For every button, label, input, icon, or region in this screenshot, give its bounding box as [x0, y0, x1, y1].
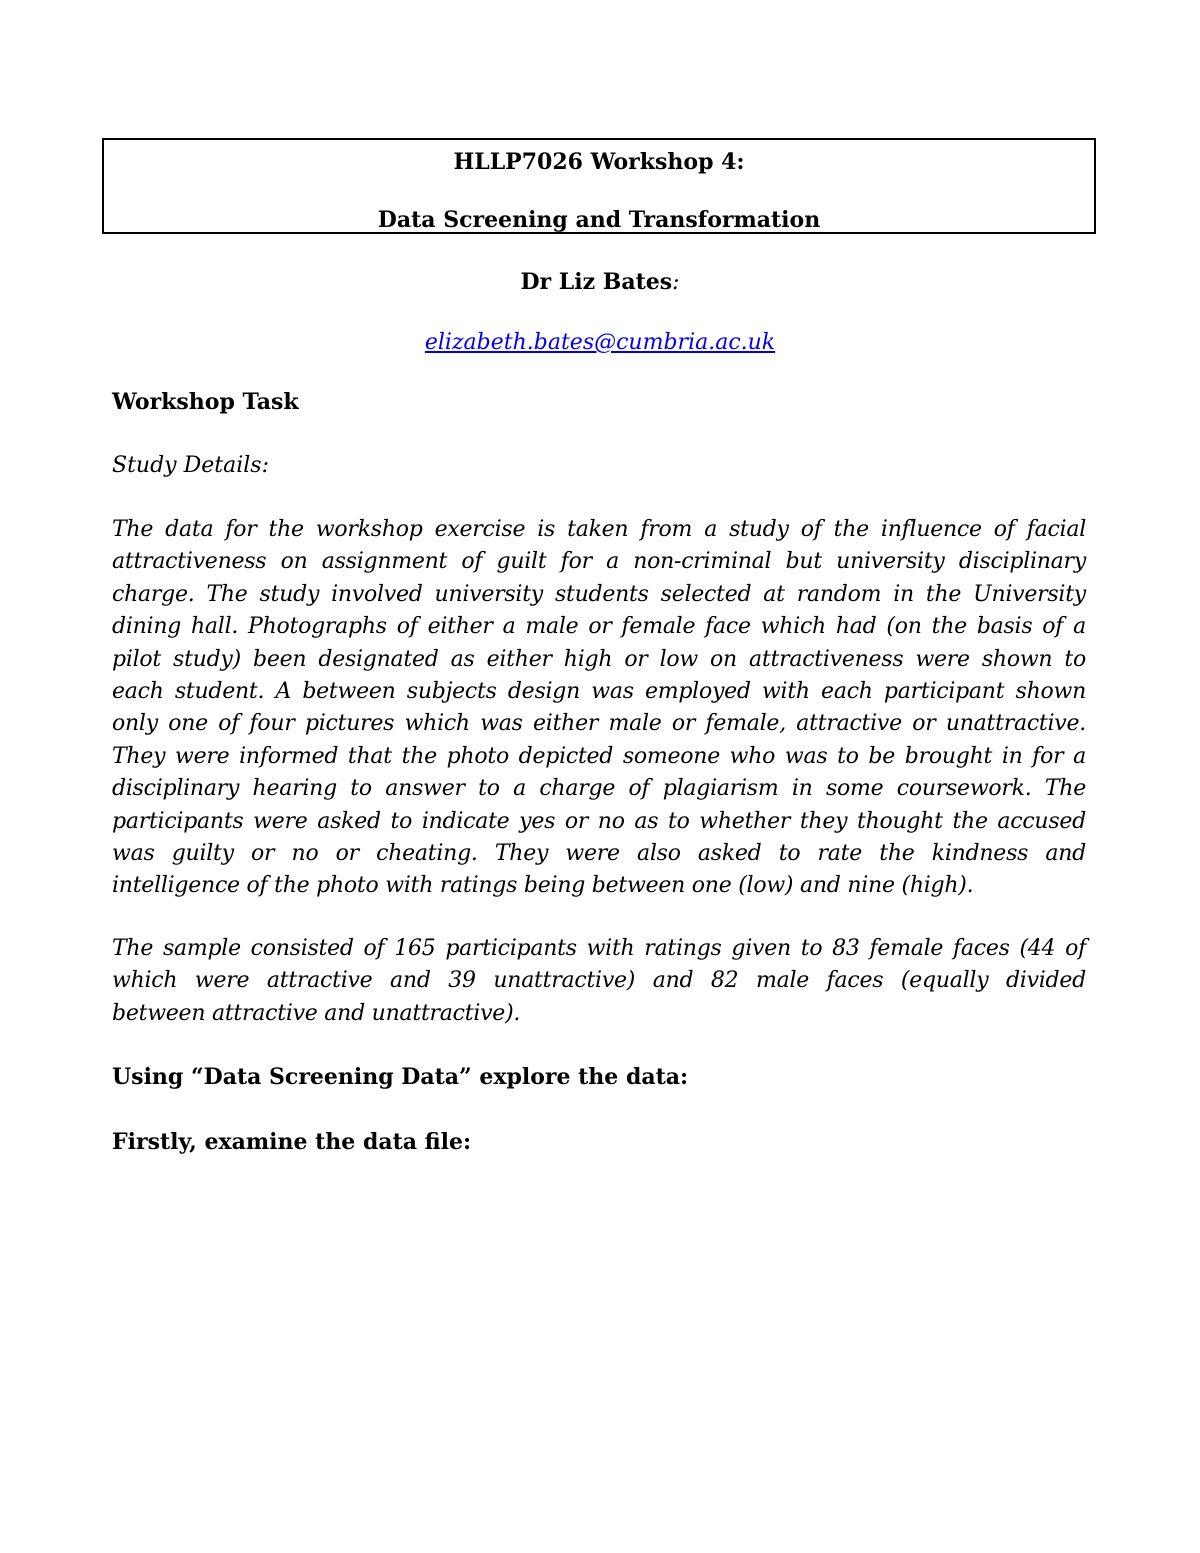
- author-name: Dr Liz Bates: [520, 269, 673, 295]
- author-line: [0, 267, 1200, 298]
- study-description-paragraph: [112, 514, 1086, 903]
- document-title: HLLP7026 Workshop 4:: [453, 149, 745, 175]
- paragraph-line: was guilty or no or cheating. They were also asked to rate the kindness and: [112, 841, 1086, 867]
- instruction-examine-file: Firstly, examine the data file:: [112, 1129, 472, 1155]
- paragraph-line: which were attractive and 39 unattractive) and 82 male faces (equally divided: [112, 968, 1086, 994]
- paragraph-line: pilot study) been designated as either high or low on attractiveness were shown to: [112, 646, 1086, 672]
- paragraph-line: only one of four pictures which was either male or female, attractive or unattractive.: [112, 711, 1086, 737]
- study-details-label: Study Details:: [112, 453, 269, 478]
- paragraph-line: The data for the workshop exercise is taken from a study of the influence of facial: [112, 517, 1086, 542]
- paragraph-line: disciplinary hearing to answer to a charge of plagiarism in some coursework. The: [112, 776, 1086, 802]
- title-box: [102, 138, 1096, 234]
- paragraph-line: They were informed that the photo depicted someone who was to be brought in for a: [112, 743, 1086, 769]
- paragraph-line: The sample consisted of 165 participants with ratings given to 83 female faces (44 of: [112, 936, 1086, 961]
- paragraph-line: attractiveness on assignment of guilt for a non-criminal but university disciplinary: [112, 549, 1086, 575]
- sample-description-paragraph: [112, 933, 1086, 1030]
- email-line: [0, 328, 1200, 358]
- paragraph-line: between attractive and unattractive).: [112, 1000, 521, 1026]
- email-link[interactable]: elizabeth.bates@cumbria.ac.uk: [424, 330, 776, 355]
- paragraph-line: each student. A between subjects design was employed with each participant shown: [112, 679, 1086, 705]
- paragraph-line: intelligence of the photo with ratings being between one (low) and nine (high).: [112, 873, 974, 899]
- document-subtitle: Data Screening and Transformation: [377, 207, 821, 233]
- paragraph-line: participants were asked to indicate yes or no as to whether they thought the accused: [112, 808, 1086, 834]
- instruction-explore-data: Using “Data Screening Data” explore the data:: [112, 1064, 689, 1090]
- section-heading: Workshop Task: [112, 389, 299, 415]
- author-colon: :: [672, 270, 680, 295]
- paragraph-line: charge. The study involved university students selected at random in the University: [112, 581, 1086, 607]
- paragraph-line: dining hall. Photographs of either a male or female face which had (on the basis of a: [112, 614, 1086, 640]
